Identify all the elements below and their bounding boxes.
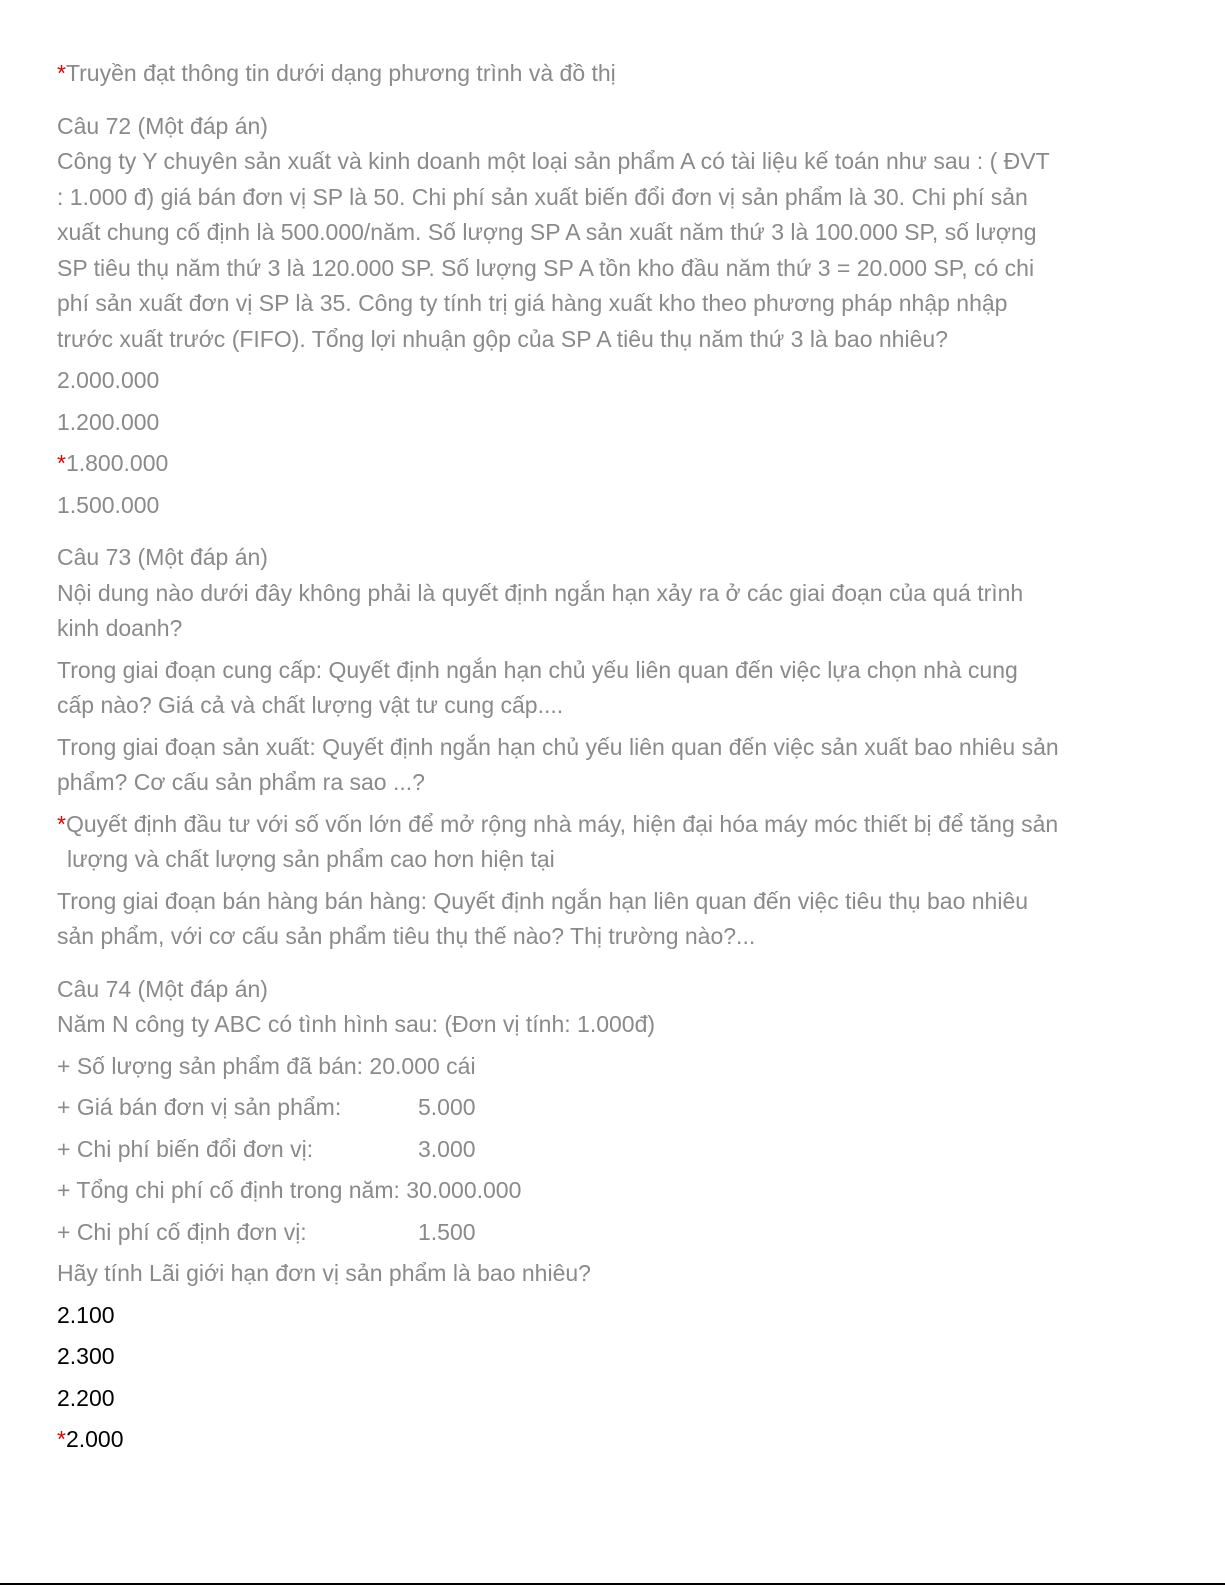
fact-value: 3.000 [418,1135,476,1162]
answer-option[interactable]: 2.100 [57,1301,115,1328]
fact-value: 1.500 [418,1218,476,1245]
answer-option-line [57,807,1167,843]
answer-option[interactable]: 1.200.000 [57,408,160,435]
answer-option-line: Trong giai đoạn bán hàng bán hàng: Quyết định ngắn hạn liên quan đến việc tiêu thụ bao nhiêu [57,887,1029,914]
correct-marker: * [57,1426,66,1452]
answer-option-text: 2.000 [65,1426,124,1452]
document-page [57,56,1167,1458]
question-72-body-line: trước xuất trước (FIFO). Tổng lợi nhuận gộp của SP A tiêu thụ năm thứ 3 là bao nhiêu? [57,325,948,352]
question-72-body-line: SP tiêu thụ năm thứ 3 là 120.000 SP. Số lượng SP A tồn kho đầu năm thứ 3 = 20.000 SP, có chi [57,254,1035,281]
answer-option-correct[interactable] [57,1422,1167,1458]
question-74 [57,972,1167,1458]
answer-option[interactable]: 2.300 [57,1343,115,1369]
question-74-title: Câu 74 (Một đáp án) [57,975,268,1002]
answer-option-line: lượng và chất lượng sản phẩm cao hơn hiện tại [67,846,555,872]
top-note [57,56,1167,92]
fact-row [57,1132,1167,1168]
answer-option-correct[interactable] [57,446,1167,482]
correct-marker: * [57,450,66,476]
question-72-body [57,144,1167,357]
fact-row [57,1215,1167,1251]
fact-row [57,1049,1167,1085]
answer-option[interactable] [57,653,1167,724]
fact-row [57,1173,1167,1209]
answer-option-text: Quyết định đầu tư với số vốn lớn để mở rộng nhà máy, hiện đại hóa máy móc thiết bị để tăng sản [65,810,1059,837]
answer-option-line: phẩm? Cơ cấu sản phẩm ra sao ...? [57,769,425,795]
question-73-body [57,576,1167,647]
question-72-body-line: phí sản xuất đơn vị SP là 35. Công ty tính trị giá hàng xuất kho theo phương pháp nhập nhập [57,290,1008,316]
answer-option-text: 1.800.000 [65,450,169,476]
question-72 [57,109,1167,524]
question-74-prompt: Hãy tính Lãi giới hạn đơn vị sản phẩm là bao nhiêu? [57,1260,591,1286]
question-72-body-line: xuất chung cố định là 500.000/năm. Số lượng SP A sản xuất năm thứ 3 là 100.000 SP, số lượng [57,219,1037,245]
fact-label: + Chi phí biến đổi đơn vị: [57,1135,314,1162]
question-72-body-line: Công ty Y chuyên sản xuất và kinh doanh một loại sản phẩm A có tài liệu kế toán như sau : ( ĐVT [57,148,1050,174]
fact-row [57,1090,1167,1126]
answer-option-correct[interactable] [57,807,1167,878]
correct-marker: * [57,810,66,837]
fact-label: + Giá bán đơn vị sản phẩm: [57,1094,342,1120]
question-73 [57,540,1167,955]
fact-label: + Tổng chi phí cố định trong năm: 30.000.000 [57,1177,522,1203]
question-72-title: Câu 72 (Một đáp án) [57,112,268,139]
fact-label: + Chi phí cố định đơn vị: [57,1218,307,1245]
top-note-text: Truyền đạt thông tin dưới dạng phương trình và đồ thị [65,60,616,86]
question-74-intro: Năm N công ty ABC có tình hình sau: (Đơn vị tính: 1.000đ) [57,1011,656,1037]
fact-value: 5.000 [418,1094,476,1120]
question-73-title: Câu 73 (Một đáp án) [57,544,268,570]
answer-option-line: cấp nào? Giá cả và chất lượng vật tư cung cấp.... [57,692,564,718]
question-72-body-line: : 1.000 đ) giá bán đơn vị SP là 50. Chi phí sản xuất biến đổi đơn vị sản phẩm là 30. Chi phí sản [57,183,1028,210]
answer-option[interactable]: 2.000.000 [57,367,160,393]
answer-option[interactable] [57,730,1167,801]
correct-marker: * [57,60,66,86]
answer-option[interactable]: 2.200 [57,1384,115,1411]
answer-option[interactable]: 1.500.000 [57,491,160,518]
answer-option-line: sản phẩm, với cơ cấu sản phẩm tiêu thụ thế nào? Thị trường nào?... [57,923,756,949]
fact-label: + Số lượng sản phẩm đã bán: 20.000 cái [57,1052,476,1079]
answer-option-line: Trong giai đoạn sản xuất: Quyết định ngắn hạn chủ yếu liên quan đến việc sản xuất bao nhiêu sản [57,733,1059,760]
question-73-body-line: kinh doanh? [57,615,183,641]
question-73-body-line: Nội dung nào dưới đây không phải là quyết định ngắn hạn xảy ra ở các giai đoạn của quá trình [57,579,1024,606]
answer-option-line: Trong giai đoạn cung cấp: Quyết định ngắn hạn chủ yếu liên quan đến việc lựa chọn nhà cung [57,656,1018,683]
answer-option[interactable] [57,884,1167,955]
